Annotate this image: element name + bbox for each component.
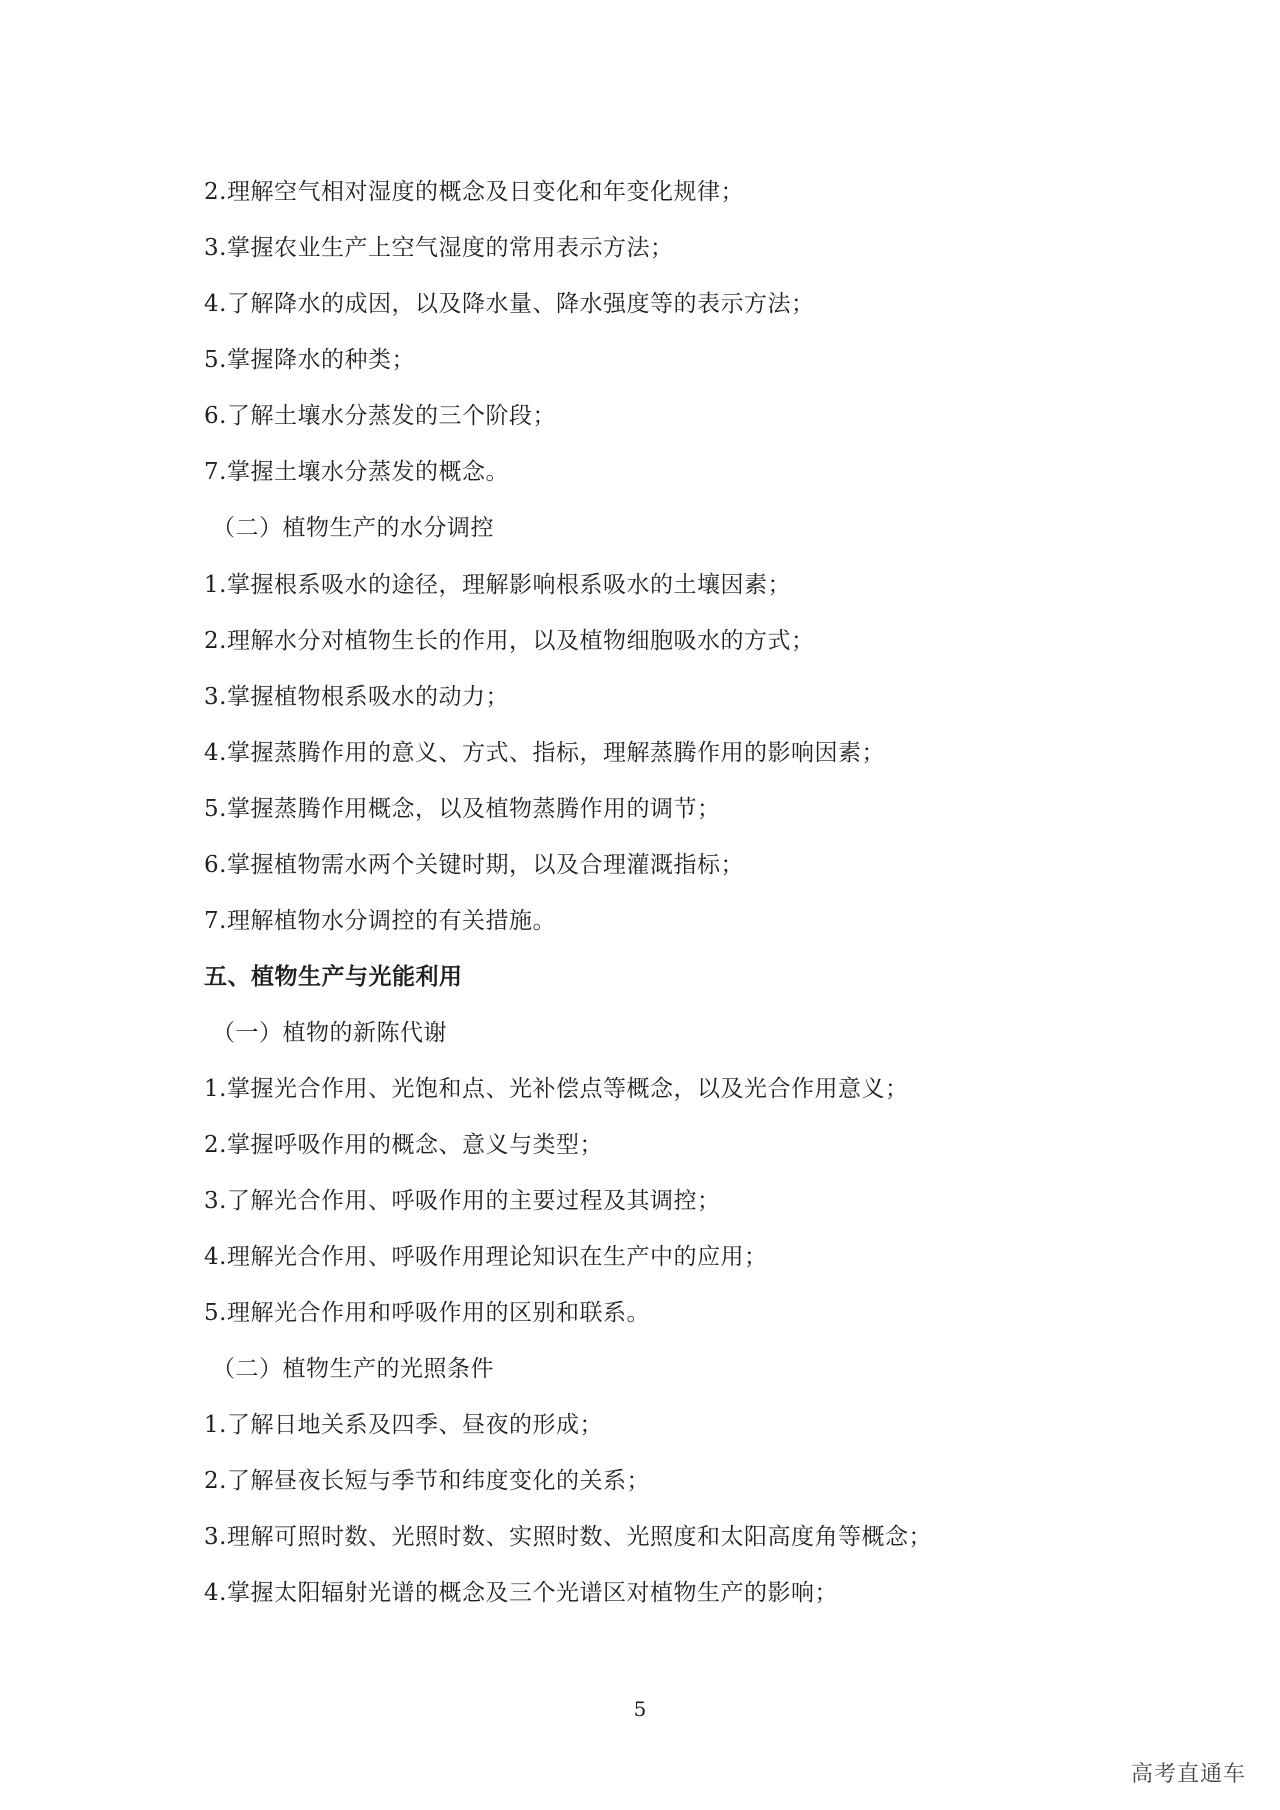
text-line: 2.了解昼夜长短与季节和纬度变化的关系；	[204, 1468, 650, 1494]
text-line: 7.理解植物水分调控的有关措施。	[204, 908, 556, 934]
text-line: 2.理解空气相对湿度的概念及日变化和年变化规律；	[204, 179, 744, 205]
page-number: 5	[633, 1697, 647, 1721]
section-heading: 五、植物生产与光能利用	[204, 964, 463, 990]
text-line: 2.理解水分对植物生长的作用，以及植物细胞吸水的方式；	[204, 628, 815, 654]
text-line: 4.掌握蒸腾作用的意义、方式、指标，理解蒸腾作用的影响因素；	[204, 740, 885, 766]
text-line: 2.掌握呼吸作用的概念、意义与类型；	[204, 1132, 603, 1158]
text-line: 3.了解光合作用、呼吸作用的主要过程及其调控；	[204, 1188, 721, 1214]
text-line: 5.理解光合作用和呼吸作用的区别和联系。	[204, 1300, 650, 1326]
text-line: 1.掌握光合作用、光饱和点、光补偿点等概念，以及光合作用意义；	[204, 1076, 909, 1102]
text-line: 4.了解降水的成因，以及降水量、降水强度等的表示方法；	[204, 291, 815, 317]
subsection-heading: （一）植物的新陈代谢	[212, 1020, 447, 1046]
text-line: 1.了解日地关系及四季、昼夜的形成；	[204, 1412, 603, 1438]
text-line: 6.了解土壤水分蒸发的三个阶段；	[204, 403, 556, 429]
text-line: 3.掌握农业生产上空气湿度的常用表示方法；	[204, 235, 674, 261]
subsection-heading: （二）植物生产的光照条件	[212, 1356, 494, 1382]
text-line: 1.掌握根系吸水的途径，理解影响根系吸水的土壤因素；	[204, 572, 791, 598]
subsection-heading: （二）植物生产的水分调控	[212, 515, 494, 541]
text-line: 7.掌握土壤水分蒸发的概念。	[204, 459, 509, 485]
text-line: 6.掌握植物需水两个关键时期，以及合理灌溉指标；	[204, 852, 744, 878]
text-line: 3.掌握植物根系吸水的动力；	[204, 684, 509, 710]
watermark: 高考直通车	[1130, 1762, 1246, 1787]
text-line: 5.掌握蒸腾作用概念，以及植物蒸腾作用的调节；	[204, 796, 721, 822]
text-line: 5.掌握降水的种类；	[204, 347, 415, 373]
text-line: 4.理解光合作用、呼吸作用理论知识在生产中的应用；	[204, 1244, 768, 1270]
text-line: 3.理解可照时数、光照时数、实照时数、光照度和太阳高度角等概念；	[204, 1524, 932, 1550]
text-line: 4.掌握太阳辐射光谱的概念及三个光谱区对植物生产的影响；	[204, 1580, 838, 1606]
